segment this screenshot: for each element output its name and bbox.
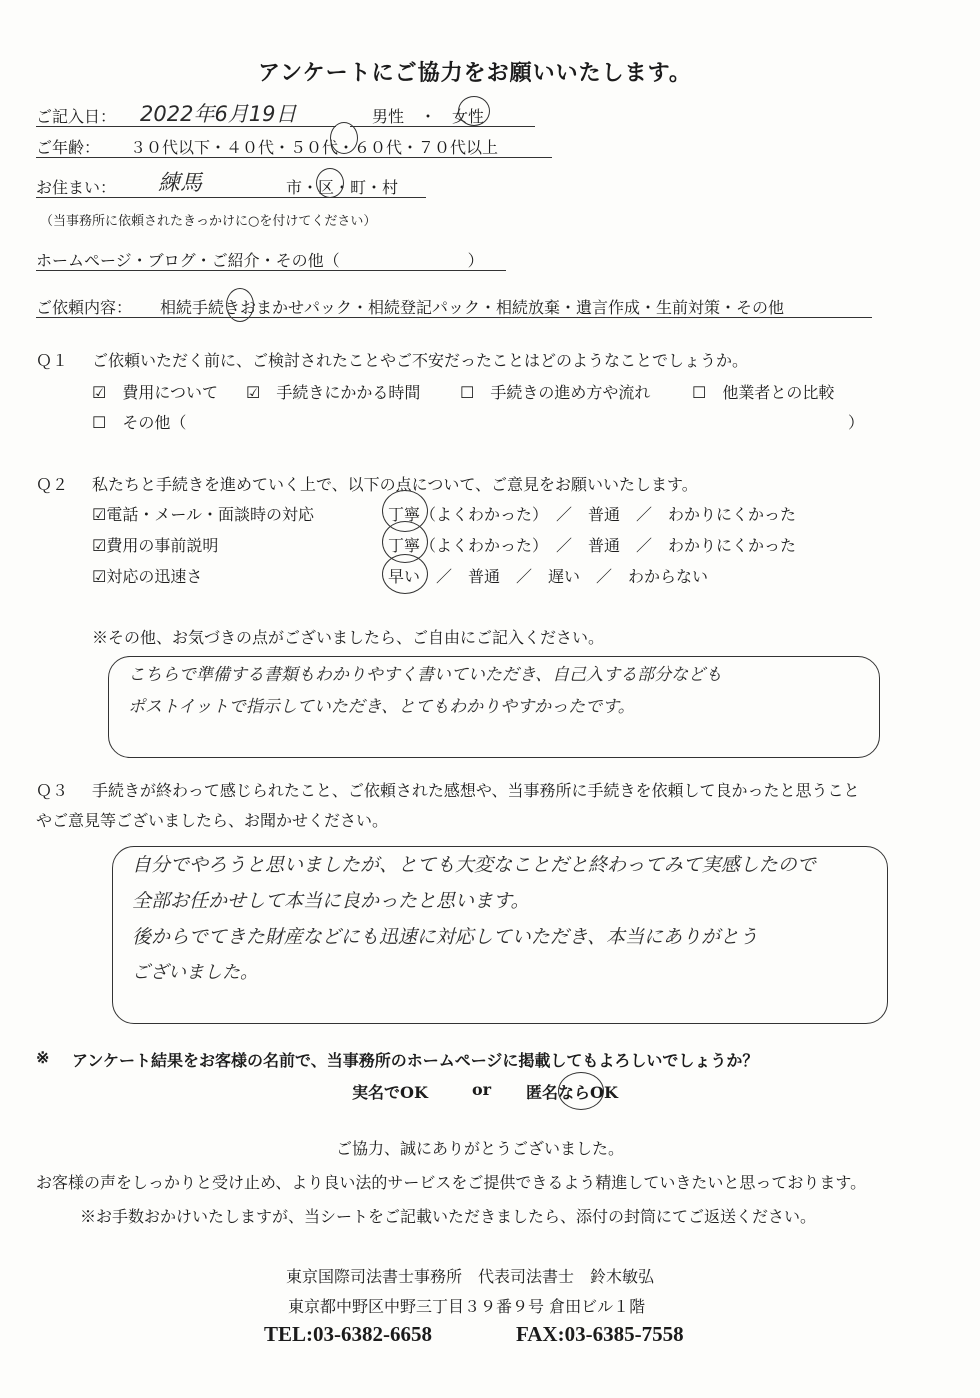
- consent-question: アンケート結果をお客様の名前で、当事務所のホームページに掲載してもよろしいでしょうか？: [72, 1051, 759, 1070]
- address-underline: [36, 197, 426, 198]
- q3-answer-line-1: 自分でやろうと思いましたが、とても大変なことだと終わってみて実感したので: [132, 854, 816, 876]
- thanks-line-1: ご協力、誠にありがとうございました。: [336, 1139, 625, 1158]
- q2-question: 私たちと手続きを進めていく上で、以下の点について、ご意見をお願いいたします。: [92, 475, 698, 494]
- trigger-underline: [36, 270, 506, 271]
- address-value: 練馬: [158, 171, 203, 196]
- address-label: お住まい：: [36, 178, 117, 197]
- office-name: 東京国際司法書士事務所 代表司法書士 鈴木敏弘: [286, 1267, 655, 1286]
- office-fax: FAX:03-6385-7558: [516, 1322, 684, 1346]
- consent-circle-mark: [558, 1072, 604, 1110]
- q2-answer-contact: 丁寧（よくわかった） ／ 普通 ／ わかりにくかった: [388, 505, 797, 524]
- age-label: ご年齢：: [36, 138, 101, 157]
- date-underline: [36, 126, 336, 127]
- request-label: ご依頼内容：: [36, 298, 133, 317]
- q3-number: Ｑ３: [36, 781, 69, 800]
- q1-option-compare: ☐ 他業者との比較: [692, 383, 835, 402]
- q2-answer-speed: 早い ／ 普通 ／ 遅い ／ わからない: [388, 567, 709, 586]
- request-underline: [36, 317, 872, 318]
- q2-answer-explanation: 丁寧（よくわかった） ／ 普通 ／ わかりにくかった: [388, 536, 797, 555]
- address-units: 市・区・町・村: [286, 178, 399, 197]
- q1-option-time: ☑ 手続きにかかる時間: [246, 383, 421, 402]
- q2-comment-prompt: ※その他、お気づきの点がございましたら、ご自由にご記入ください。: [92, 628, 605, 647]
- q2-item-contact: ☑電話・メール・面談時の対応: [92, 505, 315, 524]
- age-options: ３０代以下・４０代・５０代・６０代・７０代以上: [130, 138, 499, 157]
- q1-option-cost: ☑ 費用について: [92, 383, 219, 402]
- consent-or: or: [472, 1080, 492, 1099]
- q2-item-explanation: ☑費用の事前説明: [92, 536, 219, 555]
- age-underline: [36, 157, 552, 158]
- q2-speed-circle-mark: [382, 554, 428, 594]
- q3-answer-line-3: 後からでてきた財産などにも迅速に対応していただき、本当にありがとう: [132, 926, 759, 948]
- request-options: 相続手続きおまかせパック・相続登記パック・相続放棄・遺言作成・生前対策・その他: [160, 298, 785, 317]
- q2-item-speed: ☑対応の迅速さ: [92, 567, 203, 586]
- thanks-line-3: ※お手数おかけいたしますが、当シートをご記載いただきましたら、添付の封筒にてご返送ください。: [80, 1207, 817, 1226]
- date-value: 2022年6月19日: [140, 102, 297, 126]
- age-circle-mark: [330, 122, 358, 154]
- office-tel: TEL:03-6382-6658: [264, 1322, 432, 1346]
- thanks-line-2: お客様の声をしっかりと受け止め、より良い法的サービスをご提供できるよう精進していきたいと思っております。: [36, 1173, 867, 1192]
- address-circle-mark: [316, 168, 344, 198]
- q1-number: Ｑ１: [36, 351, 69, 370]
- consent-mark: ※: [36, 1048, 50, 1067]
- q3-question-line-2: やご意見等ございましたら、お聞かせください。: [36, 811, 389, 830]
- q1-other-close: ）: [848, 413, 865, 432]
- q1-question: ご依頼いただく前に、ご検討されたことやご不安だったことはどのようなことでしょうか。: [92, 351, 749, 370]
- consent-real-name: 実名でOK: [352, 1083, 428, 1102]
- gender-options: 男性 ・ 女性: [372, 107, 485, 126]
- q3-answer-line-4: ございました。: [132, 962, 258, 983]
- page-title: アンケートにご協力をお願いいたします。: [258, 60, 692, 86]
- q2-comment-line-1: こちらで準備する書類もわかりやすく書いていただき、自己入する部分なども: [128, 665, 723, 685]
- q3-question-line-1: 手続きが終わって感じられたこと、ご依頼された感想や、当事務所に手続きを依頼して良かったと思うこと: [92, 781, 860, 800]
- q2-comment-line-2: ポストイットで指示していただき、とてもわかりやすかったです。: [128, 697, 635, 717]
- gender-circle-mark: [458, 96, 490, 126]
- q3-answer-line-2: 全部お任かせして本当に良かったと思います。: [132, 890, 530, 912]
- q1-option-other: ☐ その他（: [92, 413, 187, 432]
- trigger-note: （当事務所に依頼されたきっかけに○を付けてください）: [40, 214, 377, 229]
- request-circle-mark: [226, 288, 254, 322]
- q2-number: Ｑ２: [36, 475, 69, 494]
- consent-anonymous: 匿名ならOK: [526, 1083, 618, 1102]
- office-address: 東京都中野区中野三丁目３９番９号 倉田ビル１階: [288, 1297, 646, 1316]
- trigger-options: ホームページ・ブログ・ご紹介・その他（ ）: [36, 251, 484, 270]
- date-label: ご記入日：: [36, 107, 117, 126]
- gender-underline: [350, 126, 535, 127]
- q1-option-process: ☐ 手続きの進め方や流れ: [460, 383, 651, 402]
